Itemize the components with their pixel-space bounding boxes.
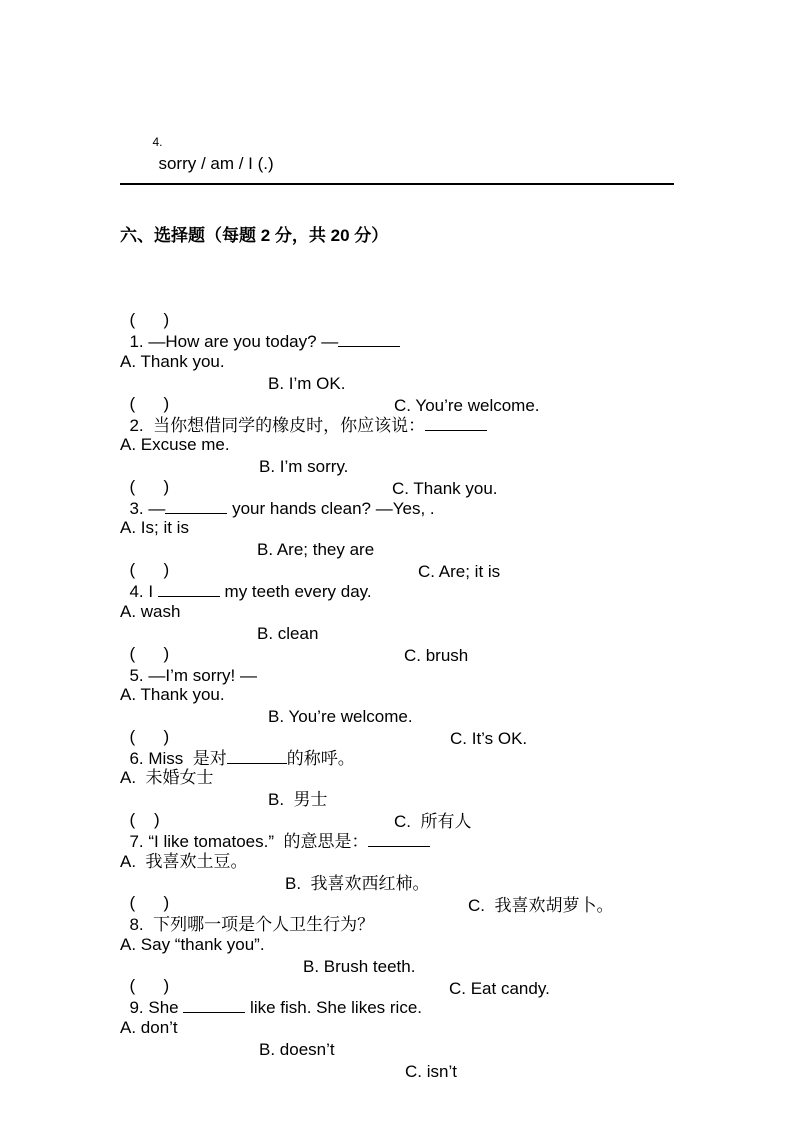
answer-line: [120, 183, 674, 185]
question-stem: 7. “I like tomatoes.” 的意思是：: [129, 832, 369, 851]
option-c[interactable]: C. isn’t: [405, 1062, 457, 1081]
question-stem-tail: my teeth every day.: [219, 582, 372, 601]
option-b[interactable]: B. Are; they are: [257, 540, 375, 559]
question-stem: 6. Miss 是对: [129, 749, 227, 768]
question-stem-tail: like fish. She likes rice.: [245, 998, 423, 1017]
option-a[interactable]: A. Say “thank you”.: [120, 935, 265, 954]
option-b[interactable]: B. doesn’t: [259, 1040, 335, 1059]
option-b[interactable]: B. I’m sorry.: [259, 457, 349, 476]
answer-paren: ( ): [129, 893, 170, 912]
option-a[interactable]: A. don’t: [120, 1018, 178, 1037]
option-b[interactable]: B. Brush teeth.: [303, 957, 416, 976]
option-a[interactable]: A. Thank you.: [120, 352, 225, 371]
option-b[interactable]: B. I’m OK.: [268, 374, 346, 393]
option-a[interactable]: A. Is; it is: [120, 518, 189, 537]
prev-item: [143, 108, 274, 175]
answer-paren: ( ): [129, 560, 170, 579]
answer-paren: ( ): [129, 477, 170, 496]
option-b[interactable]: B. clean: [257, 624, 319, 643]
option-c[interactable]: C. 所有人: [394, 812, 472, 831]
option-a[interactable]: A. 我喜欢土豆。: [120, 852, 248, 871]
section-title: 六、选择题（每题 2 分，共 20 分）: [120, 226, 389, 245]
question-stem: 1. —How are you today? —: [129, 332, 339, 351]
question-stem: 9. She: [129, 998, 184, 1017]
answer-paren: ( ): [129, 644, 170, 663]
question-stem-tail: 的称呼。: [286, 749, 355, 768]
question-stem-tail: your hands clean? —Yes, .: [227, 499, 435, 518]
prev-item-number: 4.: [152, 135, 163, 149]
option-a[interactable]: A. wash: [120, 602, 181, 621]
option-c[interactable]: C. Eat candy.: [449, 979, 550, 998]
option-c[interactable]: C. It’s OK.: [450, 729, 528, 748]
question-stem: 8. 下列哪一项是个人卫生行为？: [129, 915, 375, 934]
option-c[interactable]: C. Are; it is: [418, 562, 501, 581]
answer-paren: ( ): [129, 310, 170, 329]
answer-paren: ( ): [129, 810, 160, 829]
option-b[interactable]: B. 男士: [268, 790, 328, 809]
option-a[interactable]: A. 未婚女士: [120, 768, 214, 787]
question-stem: 2. 当你想借同学的橡皮时，你应该说：: [129, 416, 426, 435]
option-b[interactable]: B. You’re welcome.: [268, 707, 413, 726]
answer-paren: ( ): [129, 394, 170, 413]
option-c[interactable]: C. Thank you.: [392, 479, 498, 498]
answer-paren: ( ): [129, 727, 170, 746]
option-b[interactable]: B. 我喜欢西红柿。: [285, 874, 430, 893]
answer-paren: ( ): [129, 976, 170, 995]
question-stem: 5. —I’m sorry! —: [129, 666, 257, 685]
prev-item-text: sorry / am / I (.): [158, 154, 274, 173]
options-9: [120, 995, 760, 1083]
option-c[interactable]: C. You’re welcome.: [394, 396, 540, 415]
question-stem: 4. I: [129, 582, 158, 601]
option-a[interactable]: A. Excuse me.: [120, 435, 230, 454]
question-stem: 3. —: [129, 499, 166, 518]
option-c[interactable]: C. 我喜欢胡萝卜。: [468, 896, 614, 915]
option-c[interactable]: C. brush: [404, 646, 469, 665]
option-a[interactable]: A. Thank you.: [120, 685, 225, 704]
